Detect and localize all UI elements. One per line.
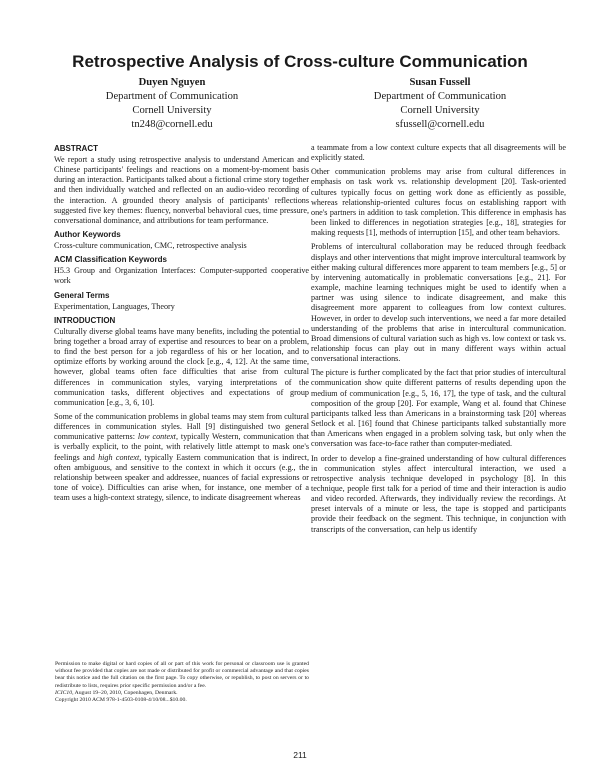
intro-paragraph: Culturally diverse global teams have many benefits, including the potential to bring together a broad array of expertise and resources to bear on a problem, to find the best person for a job regardless of his or her location, and to optimize efforts by working around the clock [e.g., 4, 12]. At the same time, however, global teams often face difficulties that arise from cultural differences in communication styles, varying interpretations of the communication tasks, different objectives and expectations of group communication [e.g., 3, 6, 10]. bbox=[54, 326, 309, 407]
author-univ: Cornell University bbox=[132, 105, 212, 116]
author-block bbox=[42, 76, 302, 132]
body-paragraph: a teammate from a low context culture expects that all disagreements will be explicitly stated. bbox=[311, 143, 566, 163]
author-dept: Department of Communication bbox=[373, 91, 507, 102]
paper-title: Retrospective Analysis of Cross-culture Communication bbox=[72, 52, 528, 71]
term-high-context: high context bbox=[98, 452, 140, 462]
intro-text: Some of the communication problems in global teams may stem from cultural differences in communication styles. Hall [9] distinguished two general communicative patterns: bbox=[54, 411, 309, 442]
page-number: 211 bbox=[293, 750, 307, 760]
venue-details: August 19–20, 2010, Copenhagen, Denmark. bbox=[73, 689, 178, 696]
body-paragraph: In order to develop a fine-grained understanding of how cultural differences in communication styles affect intercultural interaction, we used a retrospective analysis technique developed in psychology [8]. In this technique, people first talk for a period of time and their interaction is audio and video recorded. Afterwards, they individually review the recordings. At preset intervals of a minute or less, the tape is stopped and participants provide their feedback on the segment. This technique, in conjunction with transcripts of the conversation, can help us identify bbox=[311, 453, 566, 534]
terms-text: Experimentation, Languages, Theory bbox=[54, 301, 175, 311]
author-block bbox=[310, 76, 570, 132]
copyright-notice bbox=[55, 661, 309, 704]
intro-heading: INTRODUCTION bbox=[54, 315, 116, 325]
acm-heading: ACM Classification Keywords bbox=[54, 255, 167, 265]
body-paragraph: Problems of intercultural collaboration may be reduced through feedback displays and other interventions that might improve intercultural teamwork by either making cultural differences more apparent to team members [e.g., 5] or by intervening automatically in problematic conversations [e.g., 21]. For example, machine learning techniques might be used to identify when a partner was using silence to indicate disagreement, and make this disagreement more apparent to colleagues from low context cultures. However, in order to develop such interventions, we need a far more detailed understanding of the problems that arise in intercultural communication. Broad dimensions of cultural variation such as high vs. low context or task vs. relationship focus can play out in many different ways within actual conversational interactions. bbox=[311, 242, 566, 364]
copyright-line: Copyright 2010 ACM 978-1-4503-0108-4/10/08...$10.00. bbox=[55, 697, 187, 704]
body-paragraph: Other communication problems may arise from cultural differences in emphasis on task work vs. relationship development [20]. Task-oriented cultures typically focus on getting work done as efficiently as possible, whereas relationship-oriented cultures focus on establishing rapport with one's partners in addition to task completion. This difference in emphasis has been linked to differences in negotiation strategies [e.g., 18], strategies for making requests [1], methods of interruption [15], and other team behaviors. bbox=[311, 167, 566, 238]
intro-text: , typically Western, communication that is verbally explicit, to the point, with relatively little attempt to mask one's feelings and bbox=[54, 432, 309, 462]
abstract-heading: ABSTRACT bbox=[54, 144, 98, 153]
body-paragraph: The picture is further complicated by the fact that prior studies of intercultural communication show quite different patterns of results depending upon the medium of communication [e.g., 5, 16, 17], the type of task, and the cultural composition of the group [20]. For example, Wang et al. found that Chinese participants talked less than Americans in a brainstorming task [20] whereas Setlock et al. [16] found that Chinese participants talked substantially more than Americans when engaged in a problem solving task, but only when the conversation was face-to-face rather than computer-mediated. bbox=[311, 368, 566, 449]
venue-line bbox=[55, 690, 309, 697]
abstract-text: We report a study using retrospective analysis to understand American and Chinese participants' feelings and reactions on a moment-by-moment basis during an interaction. Participants talked about a fictional crime story together and then individually watched and reflected on an audio-video recording of the interaction. A grounded theory analysis of participants' reflections suggested five key themes: fluency, nonverbal behavioral cues, time pressure, conversational dominance, and attributions for team performance. bbox=[54, 155, 309, 225]
intro-text: , typically Eastern communication that is indirect, often ambiguous, and sensitive to the context in which it occurs (e.g., the relationship between speaker and addressee, nuances of facial expressions or tone of voice). Difficulties can arise when, for instance, one member of a team uses a high-context strategy, silence, to indicate disagreement whereas bbox=[54, 452, 309, 503]
copyright-text: Permission to make digital or hard copies of all or part of this work for personal or classroom use is granted without fee provided that copies are not made or distributed for profit or commercial advantage and that copies bear this notice and the full citation on the first page. To copy otherwise, or republish, to post on servers or to redistribute to lists, requires prior specific permission and/or a fee. bbox=[55, 661, 309, 689]
terms-heading: General Terms bbox=[54, 290, 110, 300]
author-email: sfussell@cornell.edu bbox=[395, 119, 485, 130]
left-column bbox=[54, 142, 309, 507]
venue-name: ICIC10, bbox=[55, 689, 74, 696]
author-univ: Cornell University bbox=[400, 105, 480, 116]
acm-text: H5.3 Group and Organization Interfaces: Computer-supported cooperative work bbox=[54, 266, 309, 286]
right-column bbox=[311, 143, 566, 539]
author-email: tn248@cornell.edu bbox=[131, 119, 213, 130]
author-name: Duyen Nguyen bbox=[138, 77, 206, 88]
term-low-context: low context bbox=[137, 432, 176, 442]
author-name: Susan Fussell bbox=[409, 77, 471, 88]
keywords-heading: Author Keywords bbox=[54, 230, 121, 240]
intro-paragraph bbox=[54, 412, 309, 503]
keywords-text: Cross-culture communication, CMC, retrospective analysis bbox=[54, 241, 247, 251]
author-dept: Department of Communication bbox=[105, 91, 239, 102]
